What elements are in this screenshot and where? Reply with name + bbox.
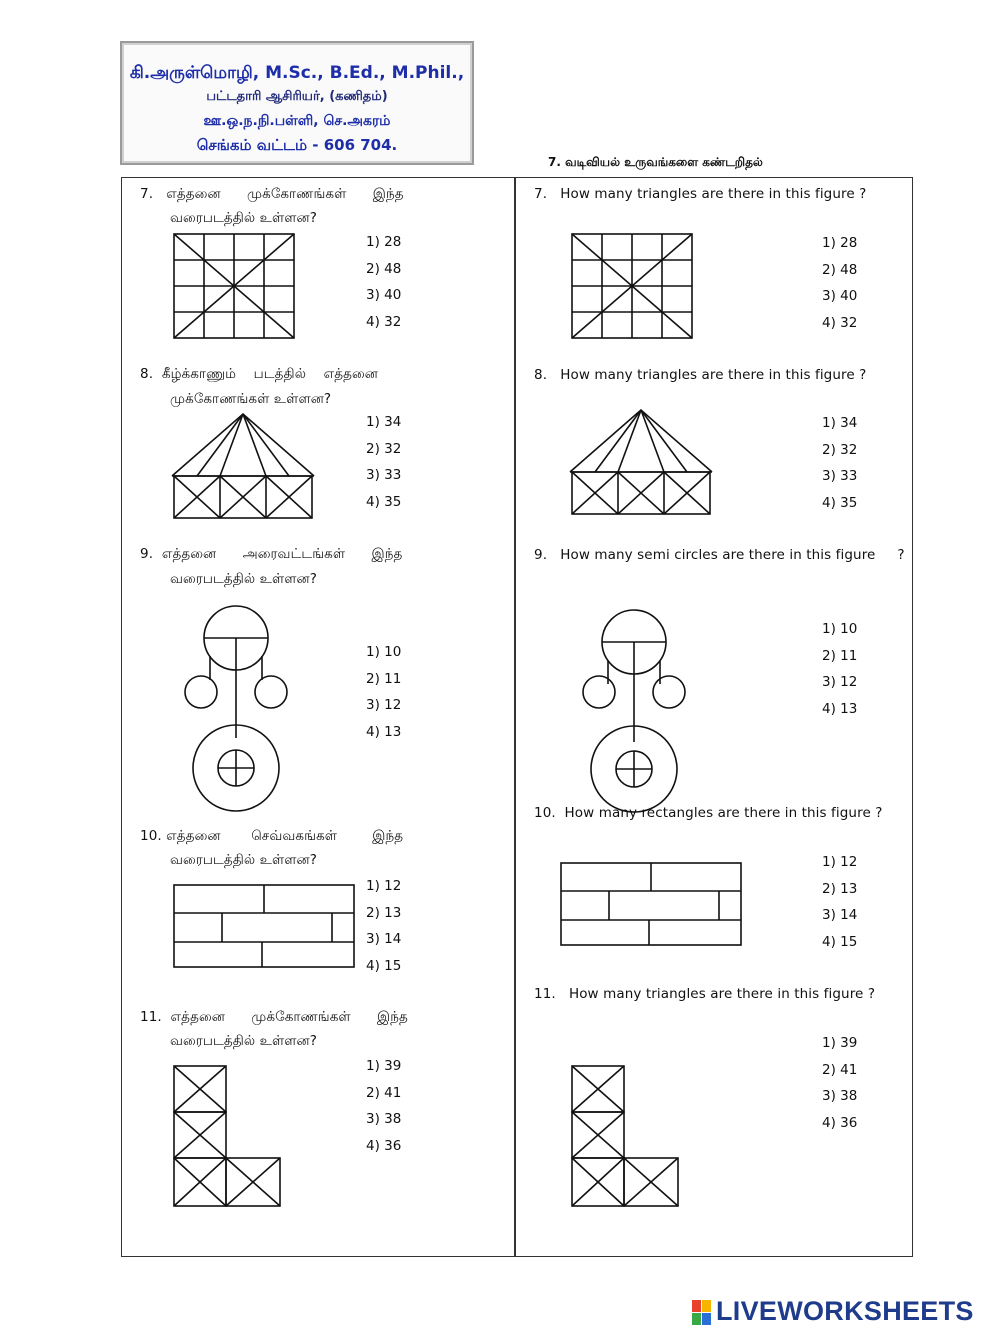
option[interactable]: 3) 12 [366,697,402,713]
tamil-q7-line1: 7. எத்தனை முக்கோணங்கள் இந்த [140,186,404,202]
english-q8: 8. How many triangles are there in this figure ? [534,367,867,383]
semicircle-figure-q9-right [582,612,686,788]
logo-square-2 [702,1300,711,1312]
option[interactable]: 4) 15 [822,933,858,950]
triangle-grid-figure-q7-right [572,234,694,339]
english-q7: 7. How many triangles are there in this figure ? [534,186,867,202]
option[interactable]: 4) 35 [366,493,402,510]
option[interactable]: 3) 38 [366,1111,402,1127]
stamp-designation: பட்டதாரி ஆசிரியர், (கணிதம்) [206,89,388,104]
option[interactable]: 4) 13 [822,700,858,717]
rectangle-figure-q10-left [174,885,356,969]
tamil-q10-options [366,878,401,984]
option[interactable]: 4) 15 [366,957,402,974]
option[interactable]: 2) 11 [822,647,858,664]
chapter-title: 7. வடிவியல் உருவங்களை கண்டறிதல் [548,155,763,169]
option[interactable]: 2) 32 [366,440,402,457]
option[interactable]: 3) 40 [366,287,402,303]
option[interactable]: 4) 36 [366,1137,402,1154]
option[interactable]: 4) 35 [822,494,858,511]
option[interactable]: 2) 41 [822,1061,858,1078]
option[interactable]: 1) 12 [366,878,402,894]
author-stamp [120,41,474,165]
option[interactable]: 3) 33 [822,468,858,484]
liveworksheets-logo-icon [692,1300,712,1326]
option[interactable]: 1) 28 [822,235,858,251]
option[interactable]: 1) 39 [366,1058,402,1074]
triangle-grid-figure-q7-left [174,234,296,339]
liveworksheets-logo[interactable]: LIVEWORKSHEETS [716,1296,974,1326]
option[interactable]: 3) 33 [366,467,402,483]
l-shape-figure-q11-left [174,1066,282,1208]
option[interactable]: 1) 10 [366,644,402,660]
house-figure-q8-right [570,410,714,516]
tamil-q10-line1: 10. எத்தனை செவ்வகங்கள் இந்த [140,828,404,844]
option[interactable]: 2) 13 [366,904,402,921]
english-q10: 10. How many rectangles are there in this figure ? [534,805,883,821]
tamil-q9-options [366,644,401,750]
english-q11-options [822,1035,857,1141]
english-q8-options [822,415,857,521]
option[interactable]: 1) 39 [822,1035,858,1051]
option[interactable]: 2) 13 [822,880,858,897]
option[interactable]: 1) 34 [366,414,402,430]
option[interactable]: 4) 36 [822,1114,858,1131]
semicircle-figure-q9-left [184,608,288,784]
english-q9-options [822,621,857,727]
option[interactable]: 2) 48 [822,261,858,278]
option[interactable]: 4) 13 [366,723,402,740]
english-q9: 9. How many semi circles are there in this figure ? [534,547,905,563]
option[interactable]: 3) 38 [822,1088,858,1104]
tamil-q10-line2: வரைபடத்தில் உள்ளன? [170,852,317,868]
logo-square-3 [692,1313,701,1325]
english-q10-options [822,854,857,960]
tamil-q9-line2: வரைபடத்தில் உள்ளன? [170,571,317,587]
option[interactable]: 1) 34 [822,415,858,431]
option[interactable]: 1) 12 [822,854,858,870]
house-figure-q8-left [172,414,316,519]
tamil-q8-line2: முக்கோணங்கள் உள்ளன? [170,391,332,407]
tamil-q9-line1: 9. எத்தனை அரைவட்டங்கள் இந்த [140,546,403,562]
option[interactable]: 1) 10 [822,621,858,637]
english-q7-options [822,235,857,341]
option[interactable]: 3) 40 [822,288,858,304]
option[interactable]: 3) 12 [822,674,858,690]
tamil-q8-options [366,414,401,520]
rectangle-figure-q10-right [561,863,743,947]
column-divider [514,177,516,1257]
option[interactable]: 2) 32 [822,441,858,458]
english-q11: 11. How many triangles are there in this figure ? [534,986,876,1002]
option[interactable]: 3) 14 [822,907,858,923]
option[interactable]: 3) 14 [366,931,402,947]
option[interactable]: 2) 41 [366,1084,402,1101]
tamil-q7-line2: வரைபடத்தில் உள்ளன? [170,210,317,226]
option[interactable]: 1) 28 [366,234,402,250]
tamil-q11-line2: வரைபடத்தில் உள்ளன? [170,1033,317,1049]
stamp-name: கி.அருள்மொழி, M.Sc., B.Ed., M.Phil., [129,63,465,83]
option[interactable]: 2) 11 [366,670,402,687]
tamil-q11-options [366,1058,401,1164]
tamil-q7-options [366,234,401,340]
logo-square-1 [692,1300,701,1312]
stamp-school: ஊ.ஒ.ந.நி.பள்ளி, செ.அகரம் [203,113,391,129]
option[interactable]: 4) 32 [822,314,858,331]
tamil-q8-line1: 8. கீழ்க்காணும் படத்தில் எத்தனை [140,366,378,382]
stamp-address: செங்கம் வட்டம் - 606 704. [196,136,398,154]
tamil-q11-line1: 11. எத்தனை முக்கோணங்கள் இந்த [140,1009,408,1025]
option[interactable]: 2) 48 [366,260,402,277]
l-shape-figure-q11-right [572,1066,680,1208]
logo-square-4 [702,1313,711,1325]
option[interactable]: 4) 32 [366,313,402,330]
